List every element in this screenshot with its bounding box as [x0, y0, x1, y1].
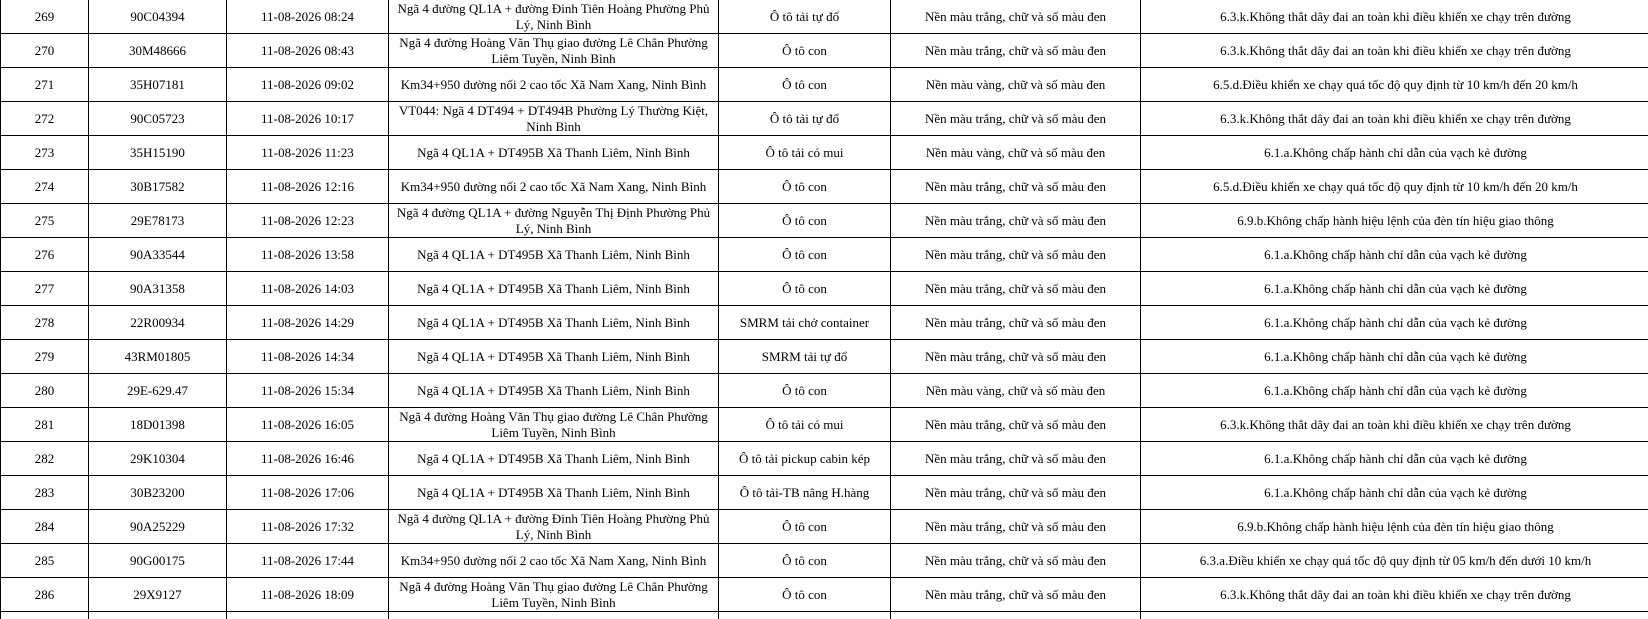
plate-color-cell: Nền màu trắng, chữ và số màu đen — [891, 510, 1141, 544]
plate-color-cell: Nền màu trắng, chữ và số màu đen — [891, 578, 1141, 612]
violation-cell: 6.3.k.Không thắt dây đai an toàn khi điều khiển xe chạy trên đường — [1141, 102, 1648, 136]
row-number-cell: 277 — [1, 272, 89, 306]
license-plate-cell: 22R00934 — [89, 306, 227, 340]
row-number-cell: 279 — [1, 340, 89, 374]
violation-time-cell: 11-08-2026 14:29 — [227, 306, 389, 340]
plate-color-cell: Nền màu trắng, chữ và số màu đen — [891, 0, 1141, 34]
plate-color-cell: Nền màu trắng, chữ và số màu đen — [891, 340, 1141, 374]
violation-time-cell: 11-08-2026 14:34 — [227, 340, 389, 374]
table-row — [1, 374, 1648, 408]
violation-time-cell: 11-08-2026 12:16 — [227, 170, 389, 204]
license-plate-cell: 29K10304 — [89, 442, 227, 476]
license-plate-cell: 29E-629.47 — [89, 374, 227, 408]
row-number-cell: 274 — [1, 170, 89, 204]
violation-time-cell: 11-08-2026 18:09 — [227, 578, 389, 612]
vehicle-type-cell: Ô tô tải tự đổ — [719, 0, 891, 34]
table-body — [1, 0, 1648, 619]
violation-time-cell: 11-08-2026 16:46 — [227, 442, 389, 476]
table-row — [1, 544, 1648, 578]
vehicle-type-cell: Ô tô con — [719, 272, 891, 306]
plate-color-cell: Nền màu trắng, chữ và số màu đen — [891, 102, 1141, 136]
table-row — [1, 510, 1648, 544]
vehicle-type-cell: Ô tô con — [719, 238, 891, 272]
location-cell: Ngã 4 đường QL1A + đường Đinh Tiên Hoàng Phường Phủ Lý, Ninh Bình — [389, 510, 719, 544]
vehicle-type-cell: Ô tô tải có mui — [719, 136, 891, 170]
violation-cell: 6.1.a.Không chấp hành chỉ dẫn của vạch kẻ đường — [1141, 476, 1648, 510]
row-number-cell: 285 — [1, 544, 89, 578]
row-number-cell: 276 — [1, 238, 89, 272]
row-number-cell: 275 — [1, 204, 89, 238]
location-cell: Ngã 4 QL1A + DT495B Xã Thanh Liêm, Ninh Bình — [389, 476, 719, 510]
row-number-cell: 278 — [1, 306, 89, 340]
violation-time-cell: 11-08-2026 08:24 — [227, 0, 389, 34]
table-row — [1, 136, 1648, 170]
violation-cell: 6.1.a.Không chấp hành chỉ dẫn của vạch kẻ đường — [1141, 306, 1648, 340]
empty-cell — [227, 612, 389, 619]
license-plate-cell: 30M48666 — [89, 34, 227, 68]
license-plate-cell: 30B17582 — [89, 170, 227, 204]
violation-cell: 6.9.b.Không chấp hành hiệu lệnh của đèn tín hiệu giao thông — [1141, 204, 1648, 238]
plate-color-cell: Nền màu vàng, chữ và số màu đen — [891, 374, 1141, 408]
table-row — [1, 238, 1648, 272]
license-plate-cell: 29E78173 — [89, 204, 227, 238]
row-number-cell: 271 — [1, 68, 89, 102]
table-row — [1, 272, 1648, 306]
plate-color-cell: Nền màu trắng, chữ và số màu đen — [891, 476, 1141, 510]
plate-color-cell: Nền màu trắng, chữ và số màu đen — [891, 34, 1141, 68]
table-row — [1, 170, 1648, 204]
table-row — [1, 442, 1648, 476]
row-number-cell: 269 — [1, 0, 89, 34]
violation-cell: 6.1.a.Không chấp hành chỉ dẫn của vạch kẻ đường — [1141, 374, 1648, 408]
vehicle-type-cell: Ô tô con — [719, 544, 891, 578]
vehicle-type-cell: Ô tô con — [719, 374, 891, 408]
violation-cell: 6.3.k.Không thắt dây đai an toàn khi điều khiển xe chạy trên đường — [1141, 0, 1648, 34]
table-row — [1, 340, 1648, 374]
license-plate-cell: 90G00175 — [89, 544, 227, 578]
violation-cell: 6.5.d.Điều khiển xe chạy quá tốc độ quy định từ 10 km/h đến 20 km/h — [1141, 68, 1648, 102]
vehicle-type-cell: Ô tô con — [719, 204, 891, 238]
violation-cell: 6.1.a.Không chấp hành chỉ dẫn của vạch kẻ đường — [1141, 238, 1648, 272]
violation-cell: 6.3.k.Không thắt dây đai an toàn khi điều khiển xe chạy trên đường — [1141, 578, 1648, 612]
vehicle-type-cell: SMRM tải tự đổ — [719, 340, 891, 374]
location-cell: Ngã 4 đường Hoàng Văn Thụ giao đường Lê Chân Phường Liêm Tuyền, Ninh Bình — [389, 578, 719, 612]
plate-color-cell: Nền màu trắng, chữ và số màu đen — [891, 204, 1141, 238]
license-plate-cell: 30B23200 — [89, 476, 227, 510]
violation-time-cell: 11-08-2026 11:23 — [227, 136, 389, 170]
location-cell: Ngã 4 QL1A + DT495B Xã Thanh Liêm, Ninh Bình — [389, 374, 719, 408]
license-plate-cell: 18D01398 — [89, 408, 227, 442]
violation-time-cell: 11-08-2026 17:32 — [227, 510, 389, 544]
location-cell: Ngã 4 QL1A + DT495B Xã Thanh Liêm, Ninh Bình — [389, 442, 719, 476]
location-cell: Ngã 4 đường QL1A + đường Nguyễn Thị Định Phường Phủ Lý, Ninh Bình — [389, 204, 719, 238]
row-number-cell: 282 — [1, 442, 89, 476]
location-cell: Ngã 4 đường Hoàng Văn Thụ giao đường Lê Chân Phường Liêm Tuyền, Ninh Bình — [389, 408, 719, 442]
row-number-cell: 286 — [1, 578, 89, 612]
violation-time-cell: 11-08-2026 12:23 — [227, 204, 389, 238]
violation-cell: 6.3.k.Không thắt dây đai an toàn khi điều khiển xe chạy trên đường — [1141, 34, 1648, 68]
row-number-cell: 280 — [1, 374, 89, 408]
violation-cell: 6.3.a.Điều khiển xe chạy quá tốc độ quy định từ 05 km/h đến dưới 10 km/h — [1141, 544, 1648, 578]
violation-cell: 6.1.a.Không chấp hành chỉ dẫn của vạch kẻ đường — [1141, 442, 1648, 476]
vehicle-type-cell: Ô tô con — [719, 170, 891, 204]
location-cell: Ngã 4 đường Hoàng Văn Thụ giao đường Lê Chân Phường Liêm Tuyền, Ninh Bình — [389, 34, 719, 68]
table-row — [1, 68, 1648, 102]
location-cell: Ngã 4 QL1A + DT495B Xã Thanh Liêm, Ninh Bình — [389, 340, 719, 374]
vehicle-type-cell: Ô tô tải tự đổ — [719, 102, 891, 136]
table-row — [1, 578, 1648, 612]
vehicle-type-cell: SMRM tải chở container — [719, 306, 891, 340]
empty-cell — [1, 612, 89, 619]
license-plate-cell: 35H15190 — [89, 136, 227, 170]
violation-time-cell: 11-08-2026 13:58 — [227, 238, 389, 272]
violation-cell: 6.1.a.Không chấp hành chỉ dẫn của vạch kẻ đường — [1141, 272, 1648, 306]
vehicle-type-cell: Ô tô con — [719, 34, 891, 68]
table-row — [1, 476, 1648, 510]
location-cell: Ngã 4 QL1A + DT495B Xã Thanh Liêm, Ninh Bình — [389, 272, 719, 306]
vehicle-type-cell: Ô tô tải có mui — [719, 408, 891, 442]
plate-color-cell: Nền màu trắng, chữ và số màu đen — [891, 272, 1141, 306]
row-number-cell: 281 — [1, 408, 89, 442]
table-row — [1, 408, 1648, 442]
license-plate-cell: 90A25229 — [89, 510, 227, 544]
plate-color-cell: Nền màu trắng, chữ và số màu đen — [891, 408, 1141, 442]
license-plate-cell: 35H07181 — [89, 68, 227, 102]
vehicle-type-cell: Ô tô con — [719, 68, 891, 102]
empty-cell — [389, 612, 719, 619]
violation-cell: 6.5.d.Điều khiển xe chạy quá tốc độ quy định từ 10 km/h đến 20 km/h — [1141, 170, 1648, 204]
violation-cell: 6.1.a.Không chấp hành chỉ dẫn của vạch kẻ đường — [1141, 136, 1648, 170]
violation-cell: 6.9.b.Không chấp hành hiệu lệnh của đèn tín hiệu giao thông — [1141, 510, 1648, 544]
vehicle-type-cell: Ô tô con — [719, 578, 891, 612]
plate-color-cell: Nền màu trắng, chữ và số màu đen — [891, 170, 1141, 204]
plate-color-cell: Nền màu trắng, chữ và số màu đen — [891, 238, 1141, 272]
location-cell: Ngã 4 QL1A + DT495B Xã Thanh Liêm, Ninh Bình — [389, 306, 719, 340]
violation-time-cell: 11-08-2026 14:03 — [227, 272, 389, 306]
empty-cell — [89, 612, 227, 619]
table-row — [1, 204, 1648, 238]
vehicle-type-cell: Ô tô tải-TB nâng H.hàng — [719, 476, 891, 510]
row-number-cell: 270 — [1, 34, 89, 68]
table-row — [1, 102, 1648, 136]
location-cell: VT044: Ngã 4 DT494 + DT494B Phường Lý Thường Kiệt, Ninh Bình — [389, 102, 719, 136]
location-cell: Km34+950 đường nối 2 cao tốc Xã Nam Xang, Ninh Bình — [389, 68, 719, 102]
row-number-cell: 284 — [1, 510, 89, 544]
empty-cell — [1141, 612, 1648, 619]
violation-time-cell: 11-08-2026 10:17 — [227, 102, 389, 136]
plate-color-cell: Nền màu vàng, chữ và số màu đen — [891, 136, 1141, 170]
license-plate-cell: 29X9127 — [89, 578, 227, 612]
license-plate-cell: 90A31358 — [89, 272, 227, 306]
empty-cell — [891, 612, 1141, 619]
plate-color-cell: Nền màu trắng, chữ và số màu đen — [891, 306, 1141, 340]
vehicle-type-cell: Ô tô tải pickup cabin kép — [719, 442, 891, 476]
license-plate-cell: 90C04394 — [89, 0, 227, 34]
empty-cell — [719, 612, 891, 619]
location-cell: Ngã 4 đường QL1A + đường Đinh Tiên Hoàng Phường Phủ Lý, Ninh Bình — [389, 0, 719, 34]
location-cell: Km34+950 đường nối 2 cao tốc Xã Nam Xang, Ninh Bình — [389, 170, 719, 204]
plate-color-cell: Nền màu trắng, chữ và số màu đen — [891, 442, 1141, 476]
row-number-cell: 273 — [1, 136, 89, 170]
violation-time-cell: 11-08-2026 17:44 — [227, 544, 389, 578]
row-number-cell: 272 — [1, 102, 89, 136]
license-plate-cell: 43RM01805 — [89, 340, 227, 374]
location-cell: Ngã 4 QL1A + DT495B Xã Thanh Liêm, Ninh Bình — [389, 238, 719, 272]
row-number-cell: 283 — [1, 476, 89, 510]
table-row — [1, 306, 1648, 340]
violation-cell: 6.3.k.Không thắt dây đai an toàn khi điều khiển xe chạy trên đường — [1141, 408, 1648, 442]
violation-time-cell: 11-08-2026 15:34 — [227, 374, 389, 408]
violation-time-cell: 11-08-2026 16:05 — [227, 408, 389, 442]
violation-time-cell: 11-08-2026 09:02 — [227, 68, 389, 102]
plate-color-cell: Nền màu vàng, chữ và số màu đen — [891, 68, 1141, 102]
license-plate-cell: 90A33544 — [89, 238, 227, 272]
violation-time-cell: 11-08-2026 08:43 — [227, 34, 389, 68]
table-row — [1, 612, 1648, 619]
location-cell: Km34+950 đường nối 2 cao tốc Xã Nam Xang, Ninh Bình — [389, 544, 719, 578]
violation-time-cell: 11-08-2026 17:06 — [227, 476, 389, 510]
location-cell: Ngã 4 QL1A + DT495B Xã Thanh Liêm, Ninh Bình — [389, 136, 719, 170]
table-row — [1, 0, 1648, 34]
plate-color-cell: Nền màu trắng, chữ và số màu đen — [891, 544, 1141, 578]
violation-cell: 6.1.a.Không chấp hành chỉ dẫn của vạch kẻ đường — [1141, 340, 1648, 374]
vehicle-type-cell: Ô tô con — [719, 510, 891, 544]
table-row — [1, 34, 1648, 68]
license-plate-cell: 90C05723 — [89, 102, 227, 136]
